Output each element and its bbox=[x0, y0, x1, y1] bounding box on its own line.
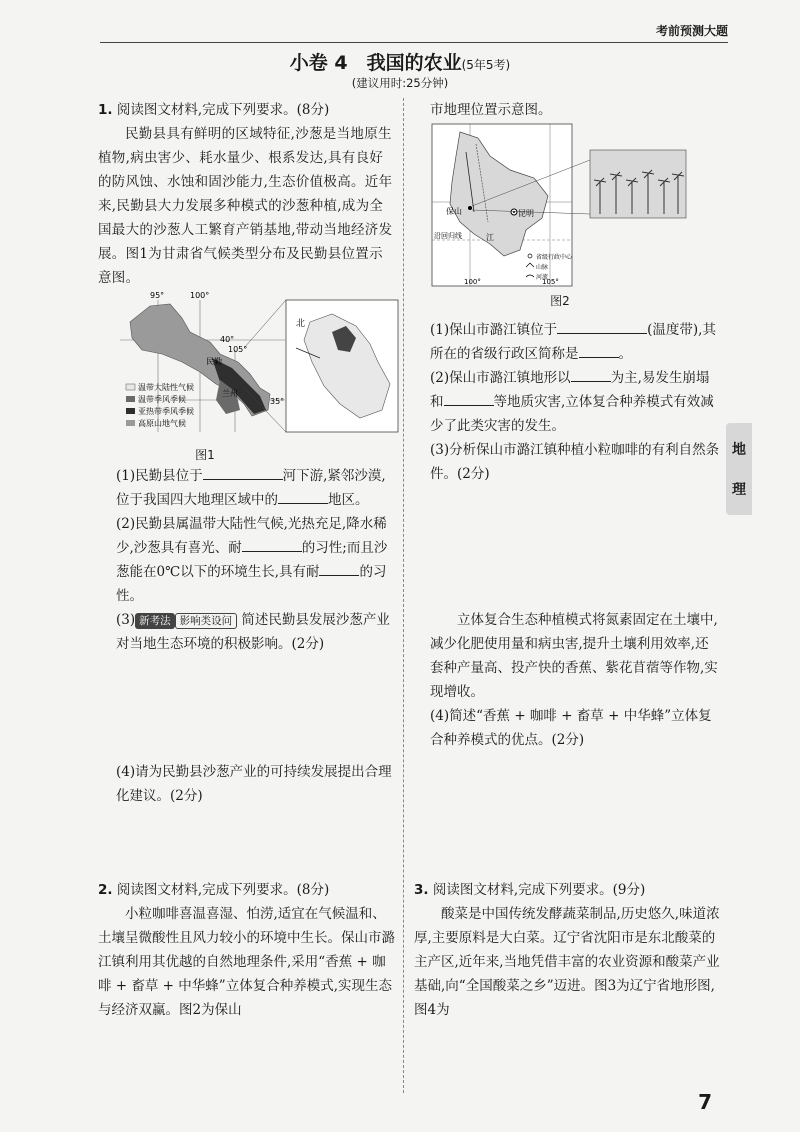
subq-1-c: 地区。 bbox=[328, 492, 369, 508]
question-3 bbox=[414, 878, 720, 1022]
subq-1-b: (温度带),其所在的省级行政区简称是 bbox=[430, 322, 716, 362]
question-1 bbox=[98, 98, 396, 290]
figure-2-map bbox=[430, 122, 690, 312]
subq-4: (4)请为民勤县沙葱产业的可持续发展提出合理化建议。(2分) bbox=[116, 764, 392, 804]
subq-3-text: 简述民勤县发展沙葱产业对当地生态环境的积极影响。(2分) bbox=[116, 612, 390, 652]
legend-item: 省级行政中心 bbox=[536, 254, 573, 261]
legend-item: 亚热带季风季候 bbox=[138, 407, 194, 416]
question-paragraph: 小粒咖啡喜温喜湿、怕涝,适宜在气候温和、土壤呈微酸性且风力较小的环境中生长。保山市潞江镇利用其优越的自然地理条件,采用“香蕉 + 咖啡 + 畜草 + 中华蜂”立体复合种养模式,实现生态与经济双赢。图2为保山 bbox=[98, 906, 395, 1018]
lon-95-label: 95° bbox=[150, 292, 165, 300]
question-1-subq4 bbox=[116, 760, 398, 808]
question-1-subquestions bbox=[116, 464, 398, 656]
page-number: 7 bbox=[698, 1090, 712, 1114]
question-2-subquestions bbox=[430, 318, 720, 486]
answer-blank[interactable] bbox=[278, 503, 328, 504]
legend-item: 温带季风季候 bbox=[138, 395, 186, 404]
north-label: 北 bbox=[296, 319, 306, 329]
baoshan-label: 保山 bbox=[446, 207, 462, 216]
subq-2-b: 为主,易发生崩塌和 bbox=[430, 370, 710, 410]
subject-tab bbox=[726, 423, 752, 515]
header-label: 考前预测大题 bbox=[655, 24, 728, 38]
answer-blank[interactable] bbox=[571, 381, 611, 382]
legend-item: 山脉 bbox=[536, 264, 549, 271]
subq-1-a: (1)民勤县位于 bbox=[116, 468, 203, 484]
question-number: 1. bbox=[98, 102, 113, 118]
question-type-badge: 影响类设问 bbox=[175, 613, 238, 629]
minqin-label: 民勤 bbox=[206, 357, 222, 366]
lat-40-label: 40° bbox=[220, 335, 235, 344]
figure-caption: 图1 bbox=[195, 448, 215, 462]
answer-blank[interactable] bbox=[444, 405, 494, 406]
subq-2-c: 的习性。 bbox=[116, 564, 387, 604]
subq-2-c: 等地质灾害,立体复合种养模式有效减少了此类灾害的发生。 bbox=[430, 394, 714, 434]
question-intro: 阅读图文材料,完成下列要求。(9分) bbox=[432, 882, 646, 898]
lanzhou-label: 兰州 bbox=[222, 389, 238, 398]
kunming-label: 昆明 bbox=[518, 209, 534, 218]
legend-item: 温带大陆性气候 bbox=[138, 383, 194, 392]
river-label: 江 bbox=[486, 233, 494, 242]
subq-3: (3)分析保山市潞江镇种植小粒咖啡的有利自然条件。(2分) bbox=[430, 442, 720, 482]
tropic-label: 沿回归线 bbox=[434, 232, 462, 240]
subq-4: (4)简述“香蕉 + 咖啡 + 畜草 + 中华蜂”立体复合种养模式的优点。(2分) bbox=[430, 708, 712, 748]
subq-2-a: (2)民勤县属温带大陆性气候,光热充足,降水稀少,沙葱具有喜光、耐 bbox=[116, 516, 387, 556]
lon-105-label: 105° bbox=[542, 278, 559, 286]
answer-blank[interactable] bbox=[319, 575, 359, 576]
figure-caption: 图2 bbox=[550, 294, 570, 308]
subject-tab-char: 理 bbox=[732, 482, 746, 498]
answer-blank[interactable] bbox=[203, 479, 283, 480]
subq-1-b: 河下游,紧邻沙漠,位于我国四大地理区域中的 bbox=[116, 468, 386, 508]
answer-blank[interactable] bbox=[242, 551, 302, 552]
question-number: 2. bbox=[98, 882, 113, 898]
question-2-part2 bbox=[430, 608, 720, 752]
column-divider bbox=[403, 98, 404, 1093]
subq-2-a: (2)保山市潞江镇地形以 bbox=[430, 370, 571, 386]
answer-blank[interactable] bbox=[557, 333, 647, 334]
question-paragraph: 民勤县具有鲜明的区域特征,沙葱是当地原生植物,病虫害少、耗水量少、根系发达,具有良好的防风蚀、水蚀和固沙能力,生态价值极高。近年来,民勤县大力发展多种模式的沙葱种植,成为全国最大的沙葱人工繁育产销基地,带动当地经济发展。图1为甘肃省气候类型分布及民勤县位置示意图。 bbox=[98, 126, 393, 286]
question-intro: 阅读图文材料,完成下列要求。(8分) bbox=[116, 882, 330, 898]
subq-1-c: 。 bbox=[618, 346, 632, 362]
lat-35-label: 35° bbox=[270, 397, 285, 406]
question-2 bbox=[98, 878, 396, 1022]
legend-item: 高原山地气候 bbox=[138, 419, 186, 428]
question-2-continued bbox=[430, 98, 720, 122]
subq-2-b: 的习性;而且沙葱能在0℃以下的环境生长,具有耐 bbox=[116, 540, 388, 580]
subq-1-a: (1)保山市潞江镇位于 bbox=[430, 322, 558, 338]
legend-item: 河流 bbox=[536, 274, 549, 281]
figure-1-map bbox=[120, 292, 400, 462]
question-paragraph: 酸菜是中国传统发酵蔬菜制品,历史悠久,味道浓厚,主要原料是大白菜。辽宁省沈阳市是东北酸菜的主产区,近年来,当地凭借丰富的农业资源和酸菜产业基础,向“全国酸菜之乡”迈进。图3为辽宁省地形图,图4为 bbox=[414, 906, 720, 1018]
lon-100-label: 100° bbox=[190, 292, 210, 300]
question-paragraph: 立体复合生态种植模式将氮素固定在土壤中,减少化肥使用量和病虫害,提升土壤利用效率,还套种产量高、投产快的香蕉、紫花苜蓿等作物,实现增收。 bbox=[430, 612, 718, 700]
subject-tab-char: 地 bbox=[732, 442, 746, 458]
header-rule bbox=[100, 42, 728, 43]
lon-100-label: 100° bbox=[464, 278, 481, 286]
question-paragraph-cont: 市地理位置示意图。 bbox=[430, 102, 552, 118]
question-intro: 阅读图文材料,完成下列要求。(8分) bbox=[116, 102, 330, 118]
page-title: 小卷 4 我国的农业(5年5考) bbox=[289, 52, 511, 74]
suggested-time: (建议用时:25分钟) bbox=[351, 76, 449, 90]
answer-blank[interactable] bbox=[579, 357, 619, 358]
new-method-badge: 新考法 bbox=[135, 613, 175, 629]
subq-3-num: (3) bbox=[116, 612, 136, 628]
lon-105-label: 105° bbox=[228, 345, 248, 354]
question-number: 3. bbox=[414, 882, 429, 898]
